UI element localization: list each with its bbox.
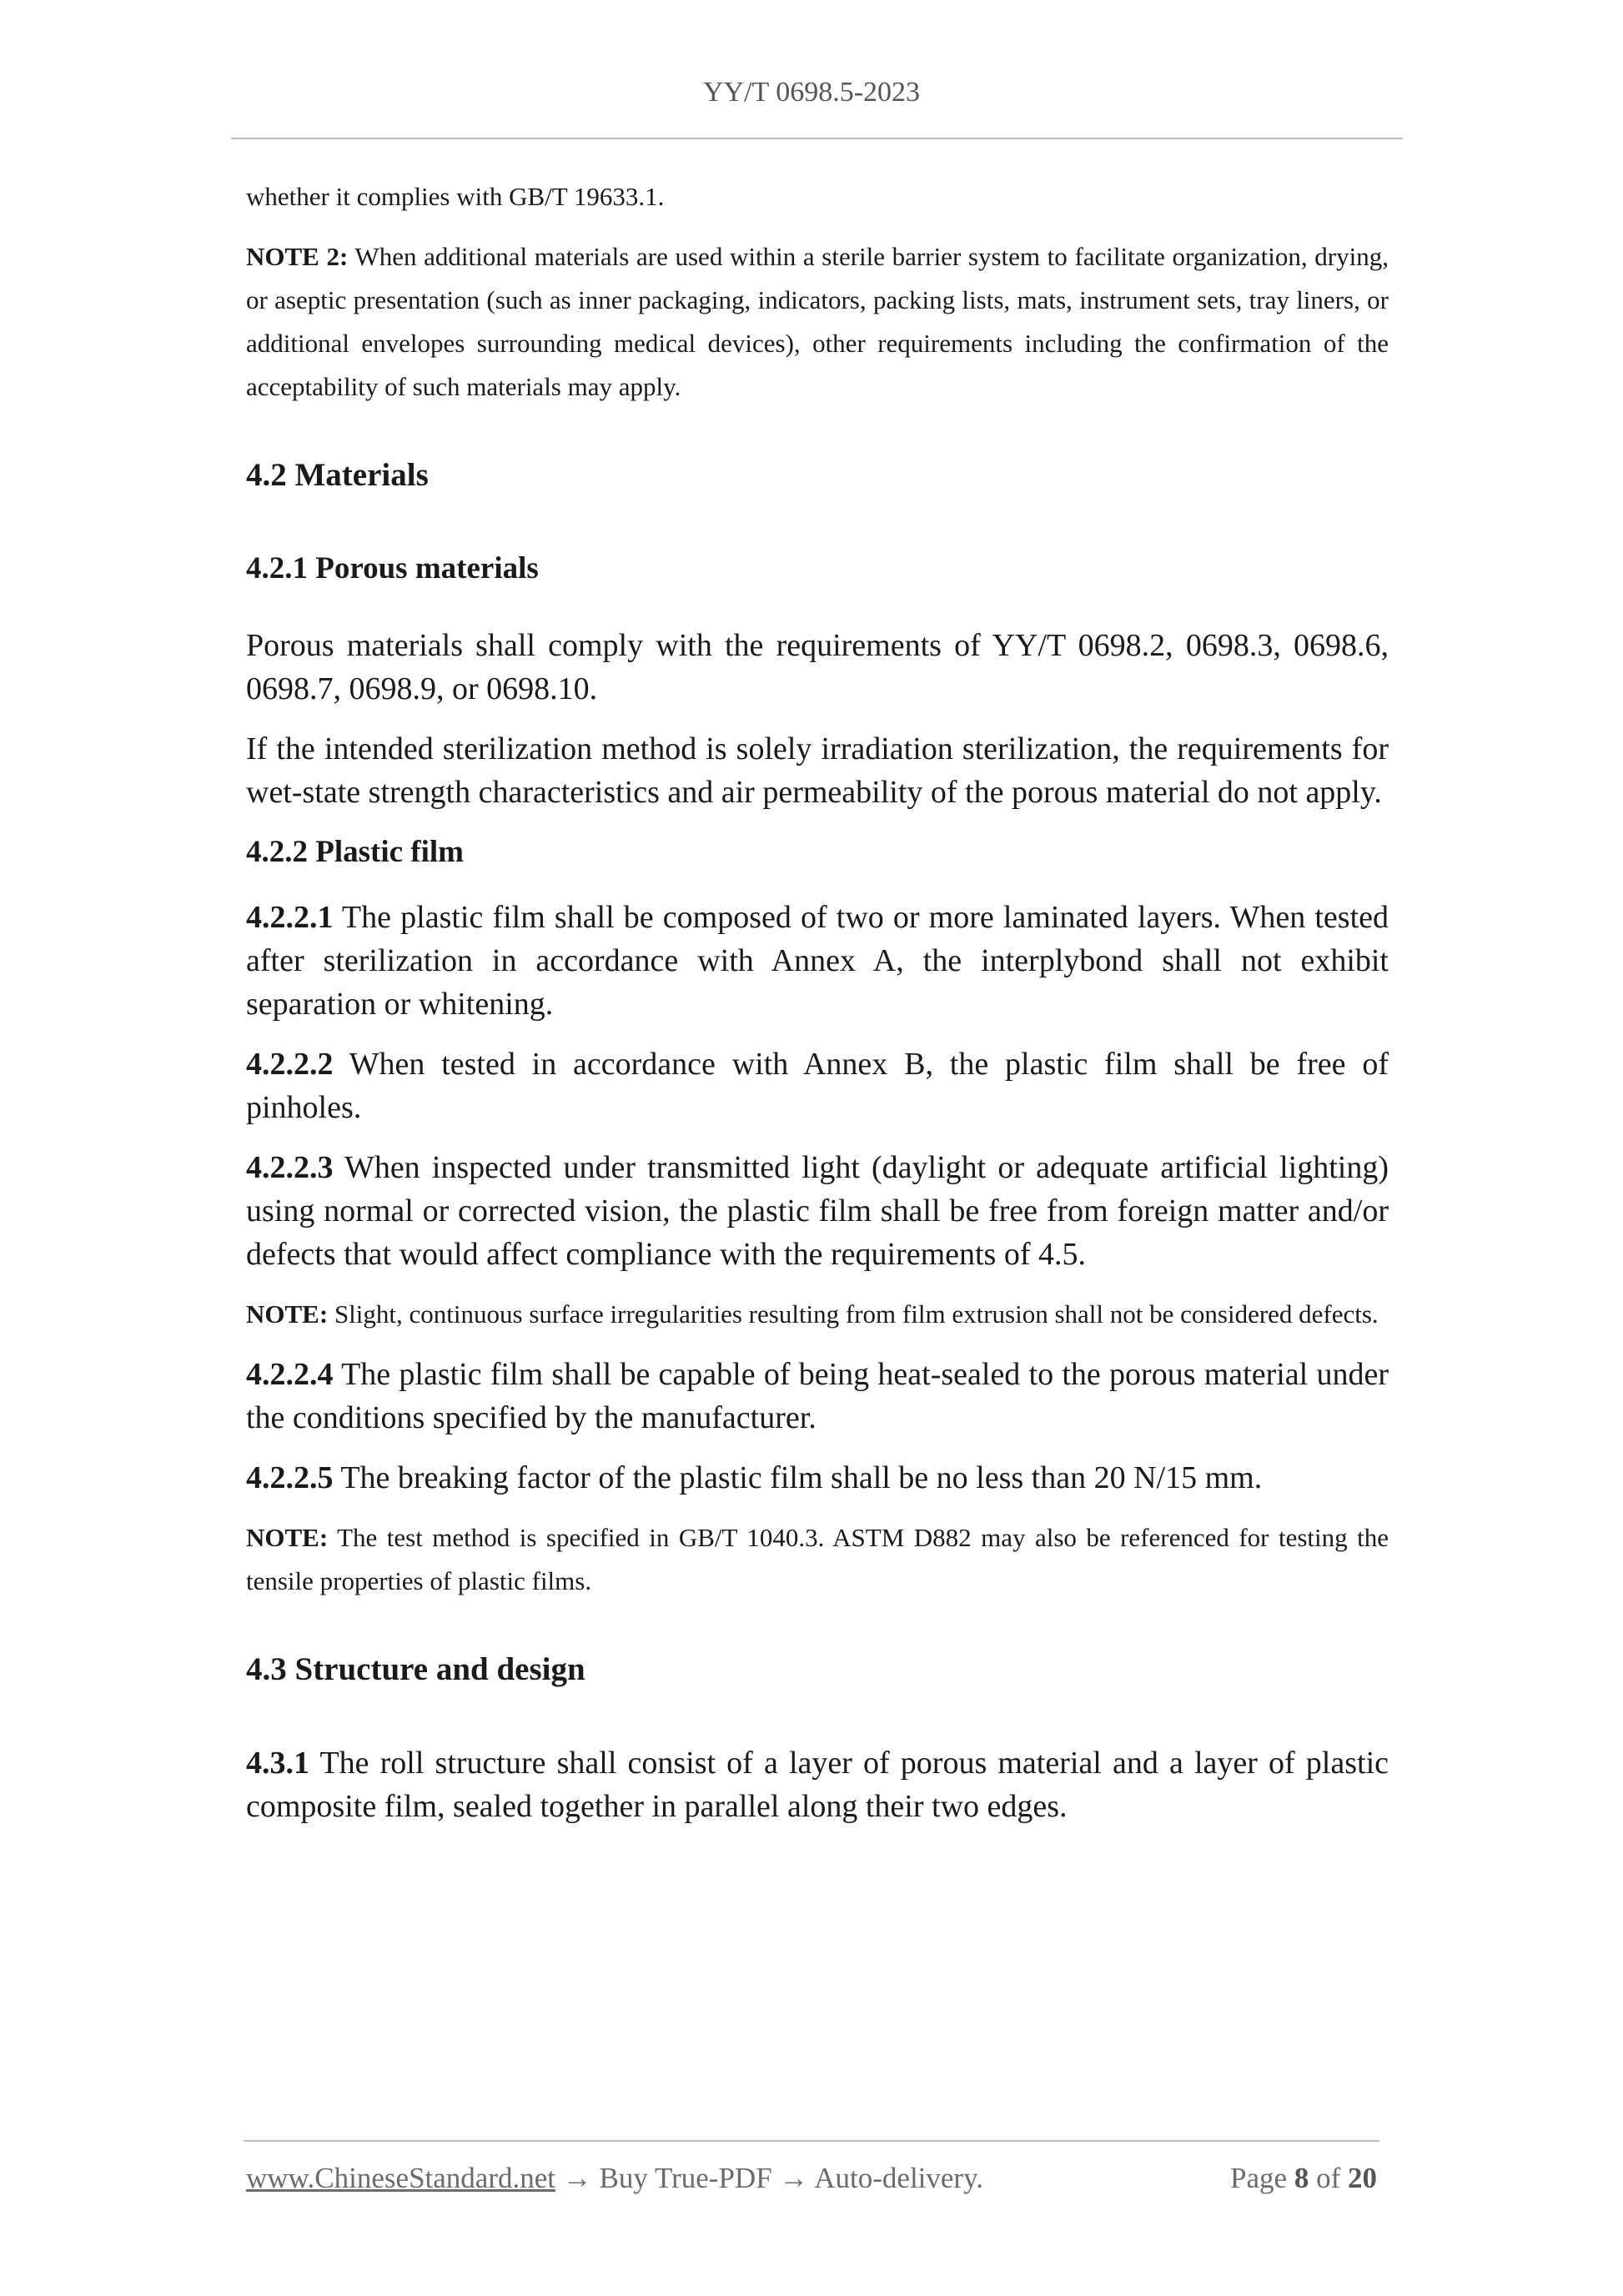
section-heading-4-3: 4.3 Structure and design bbox=[246, 1651, 585, 1687]
note-text: Slight, continuous surface irregularities resulting from film extrusion shall not be considered defects. bbox=[328, 1299, 1379, 1329]
clause-4-2-2-5 bbox=[246, 1456, 1389, 1500]
total-pages: 20 bbox=[1348, 2162, 1377, 2194]
section-heading-4-2: 4.2 Materials bbox=[246, 457, 429, 493]
clause-text: The plastic film shall be composed of two or more laminated layers. When tested after sterilization in accordance with Annex A, the interplybond shall not exhibit separation or whitening. bbox=[246, 900, 1389, 1022]
clause-text: The breaking factor of the plastic film shall be no less than 20 N/15 mm. bbox=[333, 1460, 1263, 1495]
footer-links bbox=[246, 2162, 983, 2195]
clause-text: When tested in accordance with Annex B, the plastic film shall be free of pinholes. bbox=[246, 1047, 1389, 1125]
clause-text: When inspected under transmitted light (daylight or adequate artificial lighting) using normal or corrected vision, the plastic film shall be free from foreign matter and/or defects that would affect compliance with the requirements of 4.5. bbox=[246, 1150, 1389, 1272]
clause-number: 4.2.2.4 bbox=[246, 1357, 334, 1392]
of-word: of bbox=[1316, 2162, 1341, 2194]
clause-number: 4.3.1 bbox=[246, 1746, 309, 1781]
note-2 bbox=[246, 235, 1389, 409]
clause-text: The roll structure shall consist of a layer of porous material and a layer of plastic composite film, sealed together in parallel along their two edges. bbox=[246, 1746, 1389, 1824]
page-content bbox=[246, 175, 1389, 1828]
clause-number: 4.2.2.2 bbox=[246, 1047, 334, 1082]
footer-divider bbox=[244, 2140, 1379, 2142]
note bbox=[246, 1293, 1389, 1336]
document-header: YY/T 0698.5-2023 bbox=[702, 77, 921, 108]
section-heading-4-2-2: 4.2.2 Plastic film bbox=[246, 835, 465, 869]
delivery-text: Auto-delivery. bbox=[814, 2162, 984, 2194]
buy-pdf-text: Buy True-PDF bbox=[599, 2162, 772, 2194]
clause-number: 4.2.2.3 bbox=[246, 1150, 334, 1185]
note-label: NOTE: bbox=[246, 1523, 329, 1552]
note bbox=[246, 1516, 1389, 1603]
clause-text: The plastic film shall be capable of being heat-sealed to the porous material under the conditions specified by the manufacturer. bbox=[246, 1357, 1389, 1435]
note-label: NOTE 2: bbox=[246, 242, 349, 271]
clause-number: 4.2.2.5 bbox=[246, 1460, 334, 1495]
clause-4-2-2-2 bbox=[246, 1042, 1389, 1129]
clause-number: 4.2.2.1 bbox=[246, 900, 334, 935]
note-text: When additional materials are used within a sterile barrier system to facilitate organization, drying, or aseptic presentation (such as inner packaging, indicators, packing lists, mats, instrument sets, tray liners, or additional envelopes surrounding medical devices), other requirements including the confirmation of the acceptability of such materials may apply. bbox=[246, 242, 1389, 401]
page-word: Page bbox=[1230, 2162, 1288, 2194]
page-number bbox=[1230, 2162, 1377, 2195]
paragraph: Porous materials shall comply with the requirements of YY/T 0698.2, 0698.3, 0698.6, 0698.7, 0698.9, or 0698.10. bbox=[246, 628, 1389, 706]
header-divider bbox=[231, 138, 1403, 139]
clause-4-2-2-4 bbox=[246, 1353, 1389, 1439]
clause-4-3-1 bbox=[246, 1741, 1389, 1828]
paragraph: whether it complies with GB/T 19633.1. bbox=[246, 182, 665, 211]
arrow-icon: → bbox=[555, 2162, 600, 2194]
arrow-icon: → bbox=[771, 2162, 815, 2194]
website-link[interactable]: www.ChineseStandard.net bbox=[246, 2162, 555, 2194]
current-page: 8 bbox=[1294, 2162, 1309, 2194]
section-heading-4-2-1: 4.2.1 Porous materials bbox=[246, 551, 539, 585]
paragraph: If the intended sterilization method is solely irradiation sterilization, the requirements for wet-state strength characteristics and air permeability of the porous material do not apply. bbox=[246, 731, 1389, 810]
clause-4-2-2-1 bbox=[246, 896, 1389, 1026]
clause-4-2-2-3 bbox=[246, 1146, 1389, 1276]
note-label: NOTE: bbox=[246, 1299, 329, 1329]
note-text: The test method is specified in GB/T 1040.3. ASTM D882 may also be referenced for testing the tensile properties of plastic films. bbox=[246, 1523, 1389, 1595]
